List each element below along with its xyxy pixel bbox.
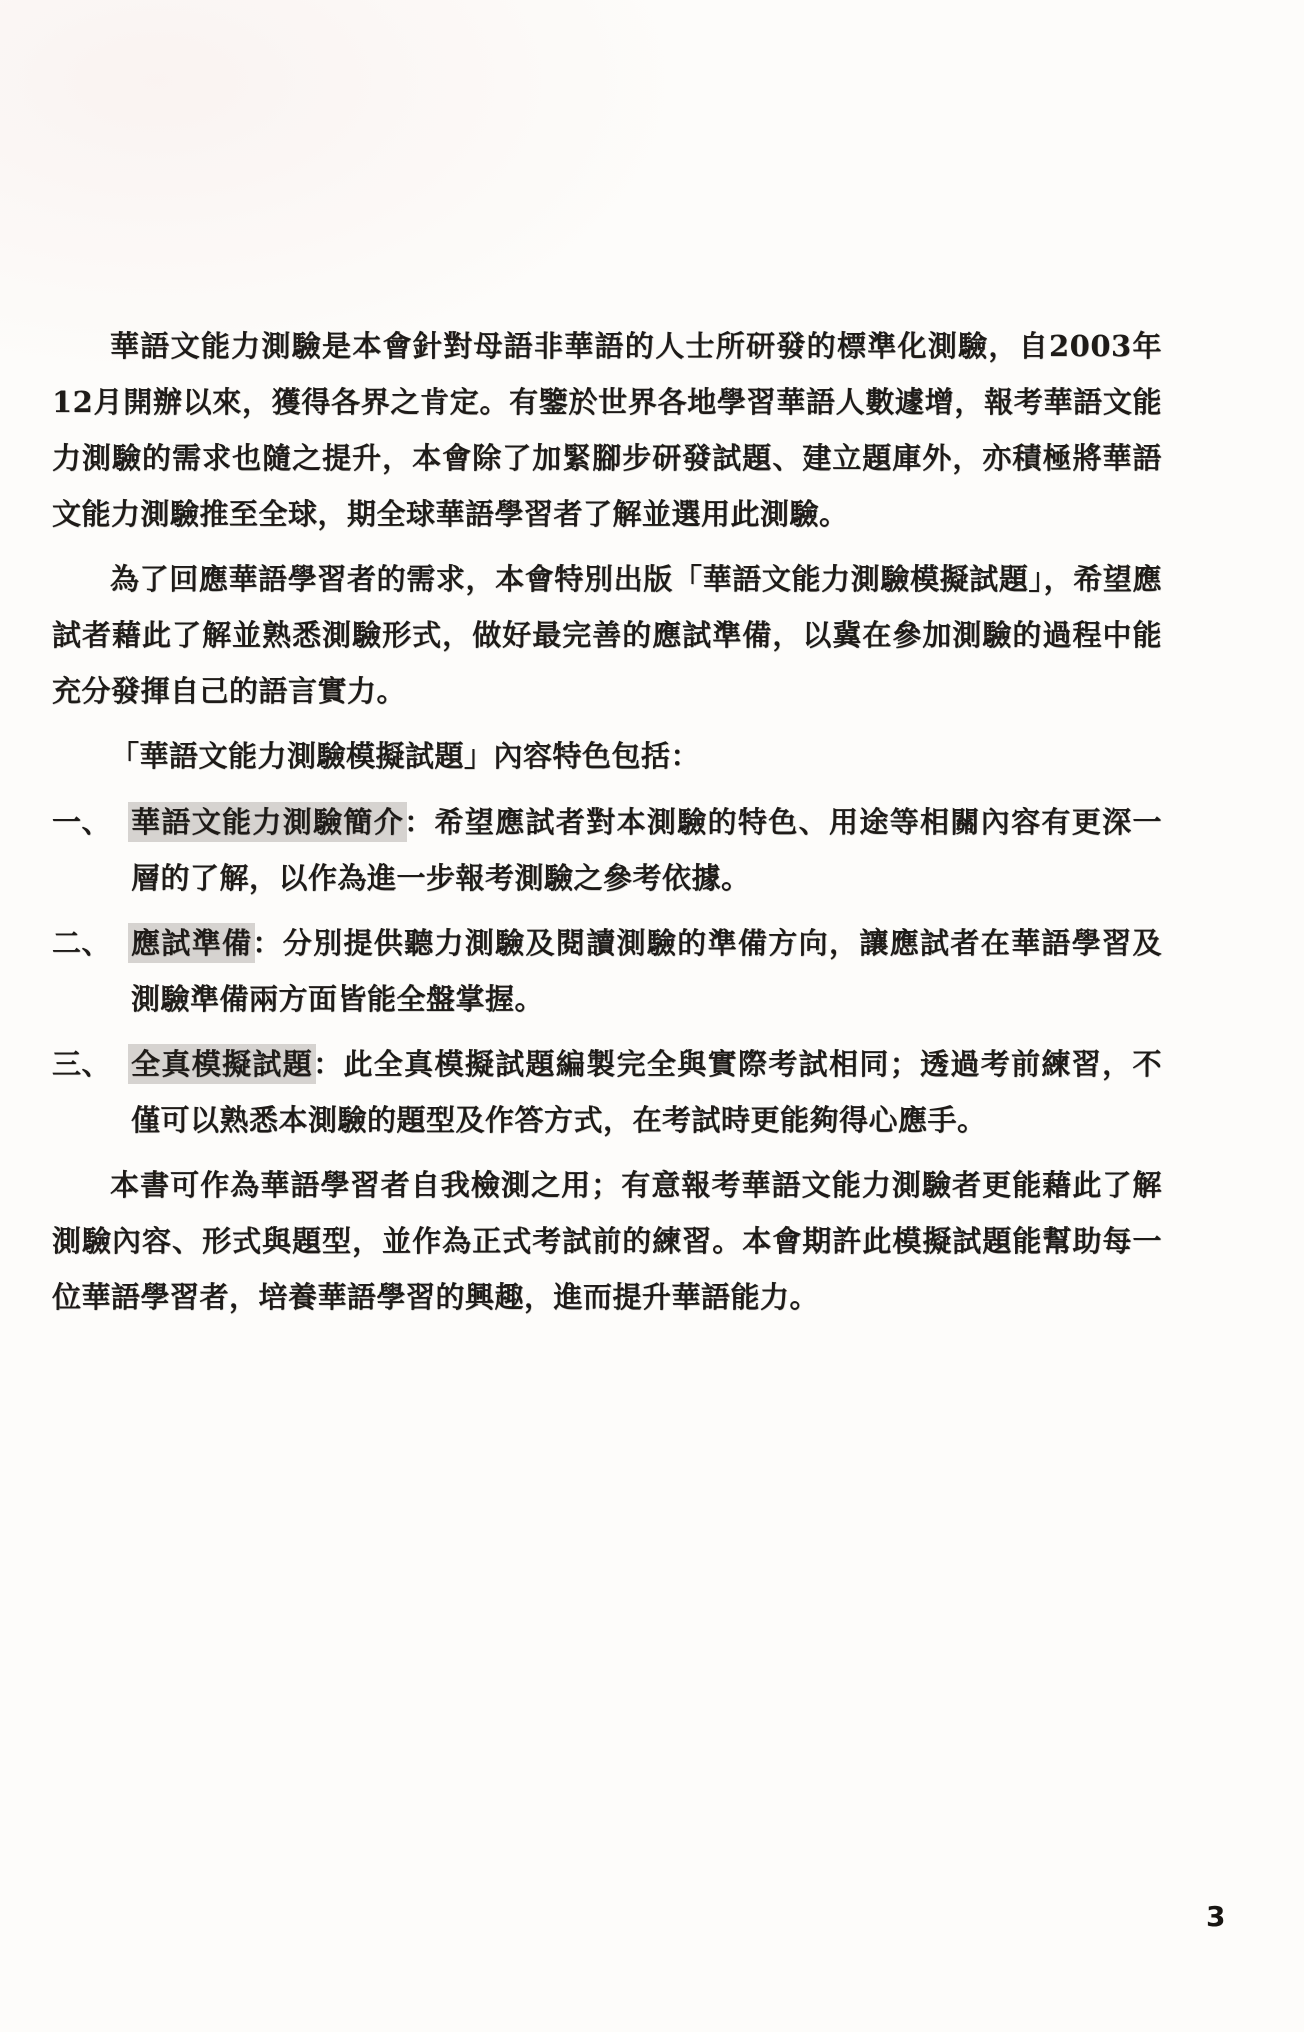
list-item-test-intro: [52, 794, 1162, 906]
list-item-text: 分別提供聽力測驗及閱讀測驗的準備方向，讓應試者在華語學習及測驗準備兩方面皆能全盤掌握。: [131, 926, 1162, 1016]
term-separator: ：: [313, 1047, 344, 1081]
list-item-marker: 一、: [52, 805, 112, 839]
term-separator: ：: [404, 805, 435, 839]
paragraph-closing: 本書可作為華語學習者自我檢測之用；有意報考華語文能力測驗者更能藉此了解測驗內容、形式與題型，並作為正式考試前的練習。本會期許此模擬試題能幫助每一位華語學習者，培養華語學習的興趣，進而提升華語能力。: [52, 1168, 1162, 1314]
list-item-mock-test: [52, 1036, 1162, 1148]
features-heading: 「華語文能力測驗模擬試題」內容特色包括：: [110, 739, 701, 773]
page-content: [52, 318, 1162, 1334]
list-item-text: 希望應試者對本測驗的特色、用途等相關內容有更深一層的了解，以作為進一步報考測驗之參考依據。: [131, 805, 1162, 895]
paragraph-publication-purpose: 為了回應華語學習者的需求，本會特別出版「華語文能力測驗模擬試題」，希望應試者藉此了解並熟悉測驗形式，做好最完善的應試準備，以冀在參加測驗的過程中能充分發揮自己的語言實力。: [52, 562, 1162, 708]
paragraph-test-introduction: 華語文能力測驗是本會針對母語非華語的人士所研發的標準化測驗，自2003年12月開辦以來，獲得各界之肯定。有鑒於世界各地學習華語人數遽增，報考華語文能力測驗的需求也隨之提升，本會除了加緊腳步研發試題、建立題庫外，亦積極將華語文能力測驗推至全球，期全球華語學習者了解並選用此測驗。: [52, 329, 1162, 531]
term-separator: ：: [252, 926, 283, 960]
highlighted-term: 華語文能力測驗簡介: [131, 805, 405, 839]
highlighted-term: 應試準備: [131, 926, 253, 960]
features-list: [52, 794, 1162, 1148]
highlighted-term: 全真模擬試題: [131, 1047, 314, 1081]
list-item-exam-preparation: [52, 915, 1162, 1027]
list-item-text: 此全真模擬試題編製完全與實際考試相同；透過考前練習，不僅可以熟悉本測驗的題型及作答方式，在考試時更能夠得心應手。: [131, 1047, 1162, 1137]
list-item-marker: 二、: [52, 926, 112, 960]
page-number: 3: [1206, 1900, 1226, 1933]
list-item-marker: 三、: [52, 1047, 112, 1081]
